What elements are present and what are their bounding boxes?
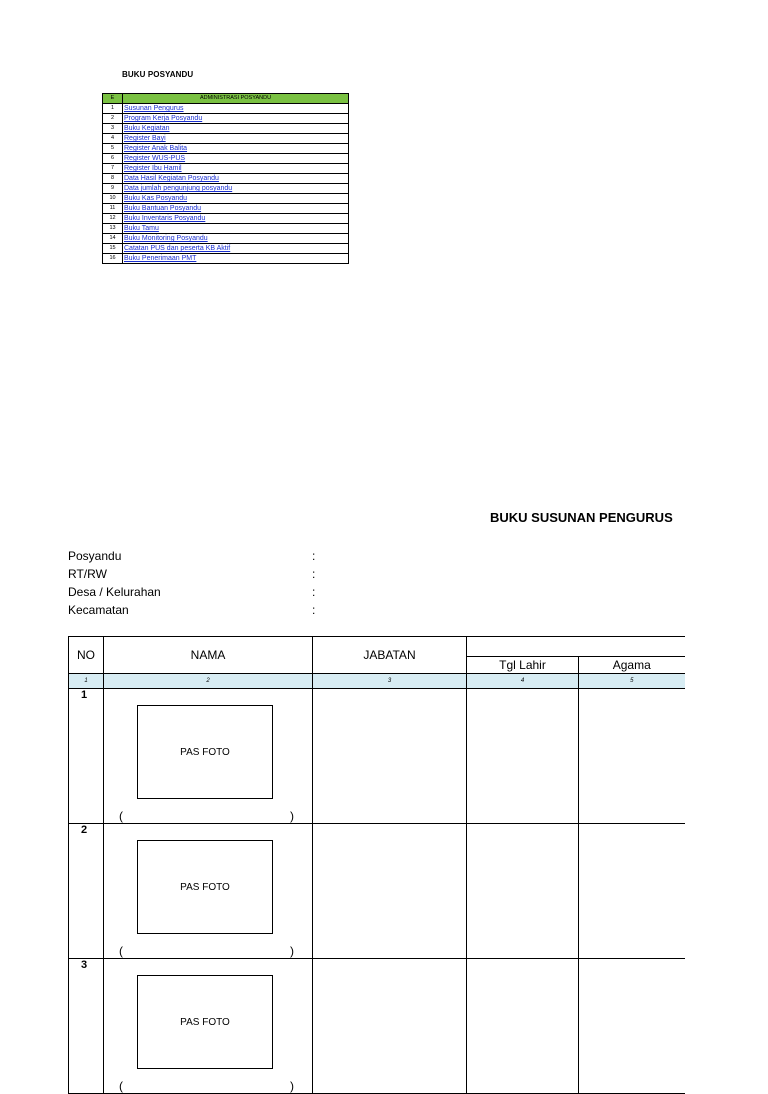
- member-row: [69, 959, 685, 1094]
- index-number: 8: [103, 174, 123, 184]
- index-number: 1: [103, 104, 123, 114]
- index-link-cell: [123, 114, 349, 124]
- index-table: [102, 93, 349, 264]
- agama-cell: [579, 689, 685, 824]
- nama-cell: [104, 689, 313, 824]
- index-number: 3: [103, 124, 123, 134]
- index-row: [103, 234, 349, 244]
- member-row: [69, 689, 685, 824]
- page-title: BUKU POSYANDU: [122, 70, 194, 79]
- row-number: 2: [69, 824, 104, 959]
- index-link[interactable]: Buku Tamu: [124, 225, 159, 232]
- photo-placeholder: PAS FOTO: [137, 705, 273, 799]
- col-nama-header: NAMA: [104, 637, 313, 674]
- index-link-cell: [123, 104, 349, 114]
- name-paren-open: (: [119, 944, 123, 958]
- index-link[interactable]: Buku Penerimaan PMT: [124, 255, 197, 262]
- info-label: Posyandu: [68, 549, 122, 563]
- column-index: 5: [579, 674, 685, 689]
- index-link-cell: [123, 204, 349, 214]
- index-link[interactable]: Buku Bantuan Posyandu: [124, 205, 202, 212]
- name-paren-close: ): [290, 944, 294, 958]
- nama-cell: [104, 959, 313, 1094]
- index-row: [103, 134, 349, 144]
- member-row: [69, 824, 685, 959]
- tgl-lahir-cell: [467, 824, 579, 959]
- index-number: 10: [103, 194, 123, 204]
- info-block: [68, 547, 328, 619]
- index-row: [103, 224, 349, 234]
- index-link-cell: [123, 194, 349, 204]
- index-link[interactable]: Buku Kegiatan: [124, 125, 170, 132]
- info-label: Kecamatan: [68, 603, 129, 617]
- agama-cell: [579, 959, 685, 1094]
- index-link-cell: [123, 224, 349, 234]
- section-title: BUKU SUSUNAN PENGURUS: [490, 510, 673, 525]
- index-row: [103, 124, 349, 134]
- col-tgl-lahir-header: Tgl Lahir: [467, 656, 579, 673]
- info-row-desa: [68, 583, 328, 601]
- index-link-cell: [123, 244, 349, 254]
- col-no-header: NO: [69, 637, 104, 674]
- index-number: 16: [103, 254, 123, 264]
- jabatan-cell: [313, 959, 467, 1094]
- index-row: [103, 244, 349, 254]
- index-row: [103, 214, 349, 224]
- row-number: 3: [69, 959, 104, 1094]
- index-row: [103, 154, 349, 164]
- index-row: [103, 194, 349, 204]
- members-header-row: [69, 637, 685, 657]
- index-link[interactable]: Register Ibu Hamil: [124, 165, 182, 172]
- index-link-cell: [123, 234, 349, 244]
- info-row-rtrw: [68, 565, 328, 583]
- info-colon: :: [312, 549, 316, 563]
- name-paren-close: ): [290, 1079, 294, 1093]
- index-link[interactable]: Buku Kas Posyandu: [124, 195, 188, 202]
- index-number: 14: [103, 234, 123, 244]
- index-row: [103, 114, 349, 124]
- index-header-num: E: [103, 94, 123, 104]
- column-index-row: [69, 674, 685, 689]
- col-jabatan-header: JABATAN: [313, 637, 467, 674]
- jabatan-cell: [313, 824, 467, 959]
- photo-placeholder: PAS FOTO: [137, 975, 273, 1069]
- index-link[interactable]: Register Anak Balita: [124, 145, 188, 152]
- tgl-lahir-cell: [467, 959, 579, 1094]
- index-row: [103, 104, 349, 114]
- index-link-cell: [123, 184, 349, 194]
- index-link[interactable]: Data Hasil Kegiatan Posyandu: [124, 175, 219, 182]
- index-number: 11: [103, 204, 123, 214]
- column-index: 3: [313, 674, 467, 689]
- column-index: 1: [69, 674, 104, 689]
- index-link-cell: [123, 214, 349, 224]
- info-row-posyandu: [68, 547, 328, 565]
- name-paren-close: ): [290, 809, 294, 823]
- col-group-header: [467, 637, 685, 657]
- nama-cell: [104, 824, 313, 959]
- index-row: [103, 164, 349, 174]
- index-link-cell: [123, 174, 349, 184]
- index-number: 6: [103, 154, 123, 164]
- tgl-lahir-cell: [467, 689, 579, 824]
- index-link[interactable]: Buku Monitoring Posyandu: [124, 235, 208, 242]
- index-link[interactable]: Register Bayi: [124, 135, 166, 142]
- index-link[interactable]: Catatan PUS dan peserta KB Aktif: [124, 245, 231, 252]
- index-link[interactable]: Buku Inventaris Posyandu: [124, 215, 206, 222]
- column-index: 4: [467, 674, 579, 689]
- index-number: 4: [103, 134, 123, 144]
- index-number: 15: [103, 244, 123, 254]
- index-row: [103, 144, 349, 154]
- info-row-kecamatan: [68, 601, 328, 619]
- name-paren-open: (: [119, 809, 123, 823]
- row-number: 1: [69, 689, 104, 824]
- index-number: 5: [103, 144, 123, 154]
- index-row: [103, 174, 349, 184]
- index-number: 7: [103, 164, 123, 174]
- info-label: Desa / Kelurahan: [68, 585, 161, 599]
- jabatan-cell: [313, 689, 467, 824]
- members-table: [68, 636, 685, 1094]
- info-colon: :: [312, 585, 316, 599]
- index-header-title: ADMINISTRASI POSYANDU: [123, 94, 349, 104]
- index-link-cell: [123, 254, 349, 264]
- index-link-cell: [123, 154, 349, 164]
- index-link-cell: [123, 124, 349, 134]
- index-row: [103, 184, 349, 194]
- index-header-row: [103, 94, 349, 104]
- info-colon: :: [312, 603, 316, 617]
- index-link[interactable]: Program Kerja Posyandu: [124, 115, 203, 122]
- index-link[interactable]: Susunan Pengurus: [124, 105, 184, 112]
- column-index: 2: [104, 674, 313, 689]
- index-link-cell: [123, 164, 349, 174]
- index-number: 2: [103, 114, 123, 124]
- index-number: 9: [103, 184, 123, 194]
- index-row: [103, 254, 349, 264]
- info-label: RT/RW: [68, 567, 107, 581]
- index-link[interactable]: Data jumlah pengunjung posyandu: [124, 185, 233, 192]
- info-colon: :: [312, 567, 316, 581]
- photo-placeholder: PAS FOTO: [137, 840, 273, 934]
- index-link-cell: [123, 144, 349, 154]
- col-agama-header: Agama: [579, 656, 685, 673]
- index-link[interactable]: Register WUS-PUS: [124, 155, 186, 162]
- agama-cell: [579, 824, 685, 959]
- index-number: 13: [103, 224, 123, 234]
- index-row: [103, 204, 349, 214]
- index-number: 12: [103, 214, 123, 224]
- index-link-cell: [123, 134, 349, 144]
- name-paren-open: (: [119, 1079, 123, 1093]
